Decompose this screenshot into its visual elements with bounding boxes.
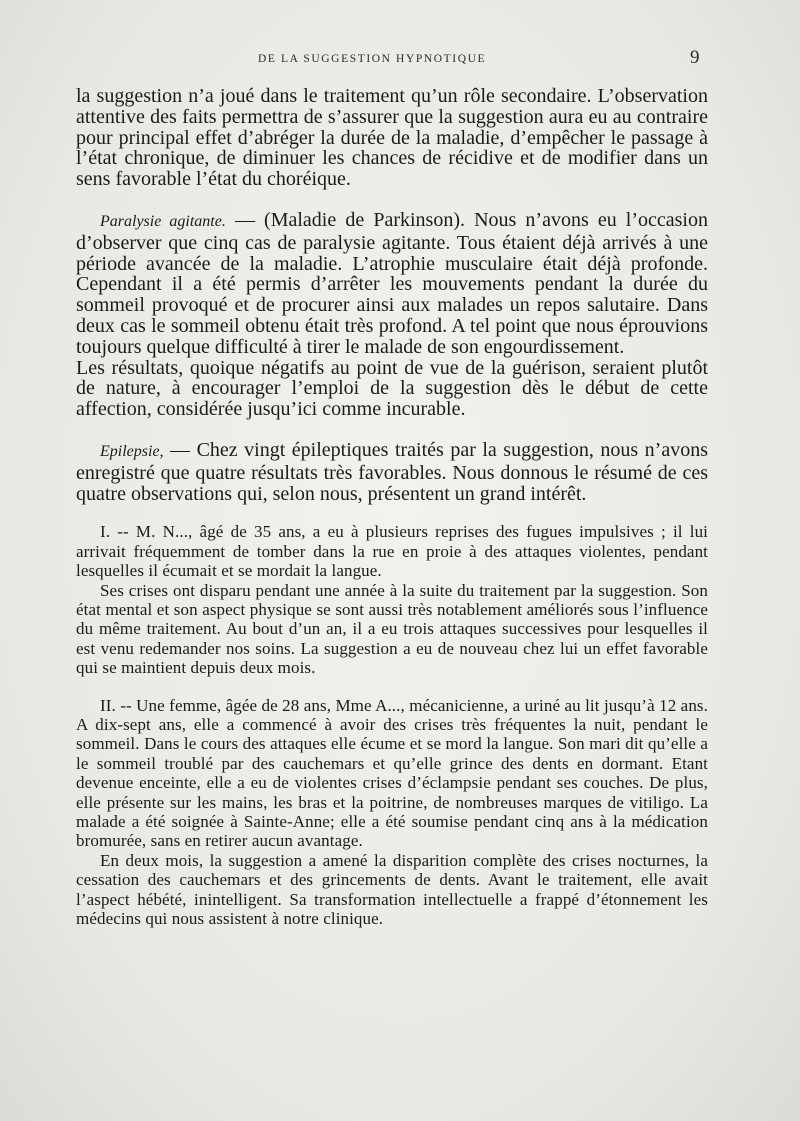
page-header: [0, 47, 800, 74]
observation-one-followup-text: Ses crises ont disparu pendant une année à la suite du traitement par la suggestion. Son état mental et son aspect physique se sont aussi très notablement améliorés sous l’influence du même traitement. Au bout d’un an, il a eu trois attaques successives pour lesquelles il est venu redemander nos soins. La suggestion a eu de nouveau chez lui un effet favorable qui se maintient depuis deux mois.: [76, 580, 708, 678]
observation-two-followup: [76, 851, 708, 929]
paragraph-paralysie-results: Les résultats, quoique négatifs au point de vue de la guérison, seraient plutôt de nature, à encourager l’emploi de la suggestion dès le début de cette affection, considérée jusqu’ici comme incurable.: [76, 356, 708, 421]
observation-one-text: I. -- M. N..., âgé de 35 ans, a eu à plusieurs reprises des fugues impulsives ; il lui arrivait fréquemment de tomber dans la rue en proie à des attaques violentes, pendant lesquelles il écumait et se mordait la langue.: [76, 522, 708, 581]
observation-two-followup-text: En deux mois, la suggestion a amené la disparition complète des crises nocturnes, la cessation des cauchemars et des grincements de dents. Avant le traitement, elle avait l’aspect hébété, inintelligent. Sa transformation intellectuelle a frappé d’étonnement les médecins qui nous assistent à notre clinique.: [76, 850, 708, 929]
observation-two-text: II. -- Une femme, âgée de 28 ans, Mme A..., mécanicienne, a uriné au lit jusqu’à 12 ans. A dix-sept ans, elle a commencé à avoir des crises très fréquentes la nuit, pendant le sommeil. Dans le cours des attaques elle écume et se mord la langue. Son mari dit qu’elle a le sommeil troublé par des cauchemars et qu’elle grince des dents en dormant. Etant devenue enceinte, elle a eu de violentes crises d’éclampsie pendant ses couches. De plus, elle présente sur les mains, les bras et la poitrine, de nombreuses marques de vitiligo. La malade a été soignée à Sainte-Anne; elle a été soumise pendant cinq ans à la médication bromurée, sans en retirer aucun avantage.: [76, 695, 708, 851]
observation-one-followup: [76, 581, 708, 678]
paragraph-epilepsie: [76, 440, 708, 504]
page-body: [76, 86, 708, 928]
observation-one: [76, 522, 708, 580]
paragraph-epilepsie-text: — Chez vingt épileptiques traités par la suggestion, nous n’avons enregistré que quatre résultats très favorables. Nous donnous le résumé de ces quatre observations qui, selon nous, présentent un grand intérêt.: [76, 438, 708, 505]
paragraph-chorea-conclusion: la suggestion n’a joué dans le traitement qu’un rôle secondaire. L’observation attentive des faits permettra de s’assurer que la suggestion aura eu au contraire pour principal effet d’abréger la durée de la maladie, d’empêcher le passage à l’état chronique, de diminuer les chances de récidive et de modifier dans un sens favorable l’état du choréique.: [76, 85, 708, 191]
running-head: DE LA SUGGESTION HYPNOTIQUE: [258, 53, 487, 65]
paragraph-paralysie-agitante: [76, 210, 708, 358]
section-label-paralysie: Paralysie agitante.: [100, 212, 226, 230]
observation-two: [76, 696, 708, 851]
paragraph-paralysie-text: — (Maladie de Parkinson). Nous n’avons eu l’occasion d’observer que cinq cas de paralysie agitante. Tous étaient déjà arrivés à une période avancée de la maladie. L’atrophie musculaire était déjà profonde. Cependant il a été permis d’arrêter les mouvements pendant la durée du sommeil provoqué et de procurer ainsi aux malades un repos salutaire. Dans deux cas le sommeil obtenu était très profond. A tel point que nous éprouvions toujours quelque difficulté à tirer le malade de son engourdissement.: [76, 208, 708, 358]
section-label-epilepsie: Epilepsie,: [100, 442, 164, 460]
page-number: 9: [690, 47, 700, 68]
